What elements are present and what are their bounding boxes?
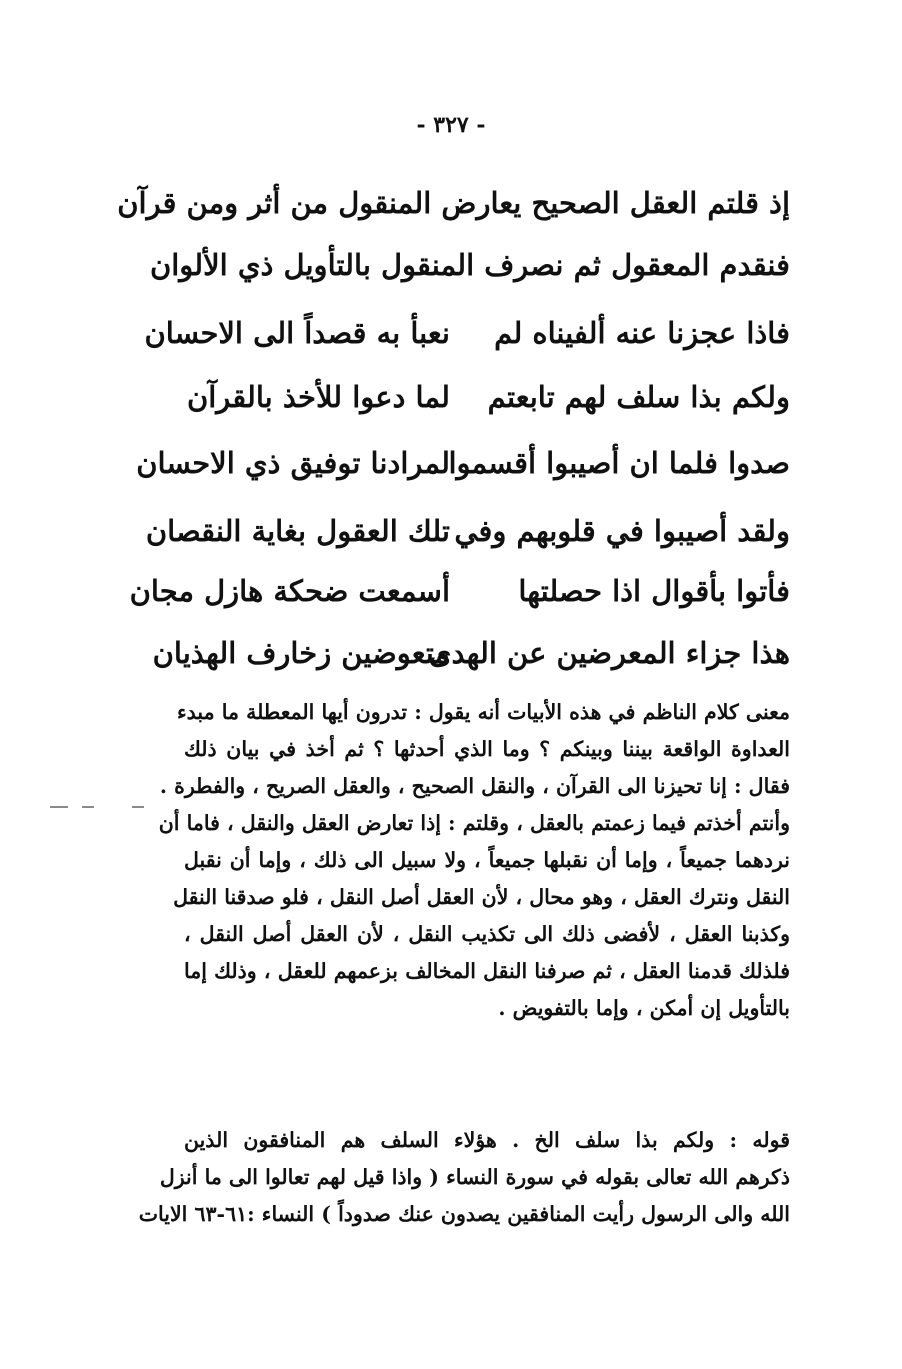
verse-second-hemistich: نعبأ به قصداً الى الاحسان bbox=[144, 316, 450, 350]
commentary-paragraph-2 bbox=[138, 1122, 790, 1233]
verse-second-hemistich: لما دعوا للأخذ بالقرآن bbox=[186, 380, 450, 414]
commentary-line: معنى كلام الناظم في هذه الأبيات أنه يقول : تدرون أيها المعطلة ما مبدء bbox=[177, 700, 790, 724]
commentary-line: وأنتم أخذتم فيما زعمتم بالعقل ، وقلتم : إذا تعارض العقل والنقل ، فاما أن bbox=[158, 811, 790, 835]
commentary-line: فلذلك قدمنا العقل ، ثم صرفنا النقل المخالف بزعمهم للعقل ، وذلك إما bbox=[184, 959, 790, 983]
verse-first-hemistich: صدوا فلما ان أصيبوا أقسموا bbox=[448, 446, 790, 480]
poem-verse: فنقدم المعقول ثم نصرف المنقول بالتأويل ذي الألوان bbox=[149, 248, 790, 282]
commentary-paragraph bbox=[158, 694, 790, 1027]
poem-verse bbox=[145, 514, 790, 564]
verse-first-hemistich: فأتوا بأقوال اذا حصلتها bbox=[518, 574, 790, 608]
margin-scan-mark bbox=[50, 806, 68, 808]
commentary-line: وكذبنا العقل ، لأفضى ذلك الى تكذيب النقل ، لأن العقل أصل النقل ، bbox=[184, 922, 790, 946]
commentary-line: نردهما جميعاً ، وإما أن نقبلها جميعاً ، ولا سبيل الى ذلك ، وإما أن نقبل bbox=[184, 848, 790, 872]
verse-first-hemistich: فاذا عجزنا عنه ألفيناه لم bbox=[494, 316, 790, 350]
commentary-line: فقال : إنا تحيزنا الى القرآن ، والنقل الصحيح ، والعقل الصريح ، والفطرة . bbox=[159, 774, 790, 798]
verse-second-hemistich: لمرادنا توفيق ذي الاحسان bbox=[136, 446, 450, 480]
commentary-line: ذكرهم الله تعالى بقوله في سورة النساء ( واذا قيل لهم تعالوا الى ما أنزل bbox=[159, 1165, 790, 1189]
commentary-line: بالتأويل إن أمكن ، وإما بالتفويض . bbox=[498, 996, 790, 1020]
poem-verse bbox=[152, 636, 790, 686]
margin-scan-mark bbox=[132, 806, 144, 808]
verse-second-hemistich: تلك العقول بغاية النقصان bbox=[145, 514, 450, 548]
poem-verse bbox=[180, 380, 790, 430]
page-number: - ٣٢٧ - bbox=[416, 112, 486, 138]
commentary-line: النقل ونترك العقل ، وهو محال ، لأن العقل أصل النقل ، فلو صدقنا النقل bbox=[173, 885, 790, 909]
verse-first-hemistich: ولقد أصيبوا في قلوبهم وفي bbox=[454, 514, 790, 548]
commentary-line: الله والى الرسول رأيت المنافقين يصدون عنك صدوداً ) النساء :٦١-٦٣ الايات bbox=[138, 1202, 790, 1226]
verse-second-hemistich: أسمعت ضحكة هازل مجان bbox=[129, 574, 450, 608]
commentary-line: قوله : ولكم بذا سلف الخ . هؤلاء السلف هم المنافقون الذين bbox=[184, 1128, 790, 1152]
poem-verse bbox=[136, 446, 790, 496]
poem-verse: إذ قلتم العقل الصحيح يعارض المنقول من أثر ومن قرآن bbox=[117, 186, 790, 220]
commentary-line: العداوة الواقعة بيننا وبينكم ؟ وما الذي أحدثها ؟ ثم أخذ في بيان ذلك bbox=[184, 737, 790, 761]
verse-first-hemistich: ولكم بذا سلف لهم تابعتم bbox=[487, 380, 790, 414]
verse-second-hemistich: متعوضين زخارف الهذيان bbox=[152, 636, 450, 670]
poem-verse bbox=[129, 574, 790, 624]
margin-scan-mark bbox=[82, 806, 94, 808]
verse-first-hemistich: هذا جزاء المعرضين عن الهدى bbox=[428, 636, 790, 670]
poem-verse bbox=[144, 316, 790, 366]
